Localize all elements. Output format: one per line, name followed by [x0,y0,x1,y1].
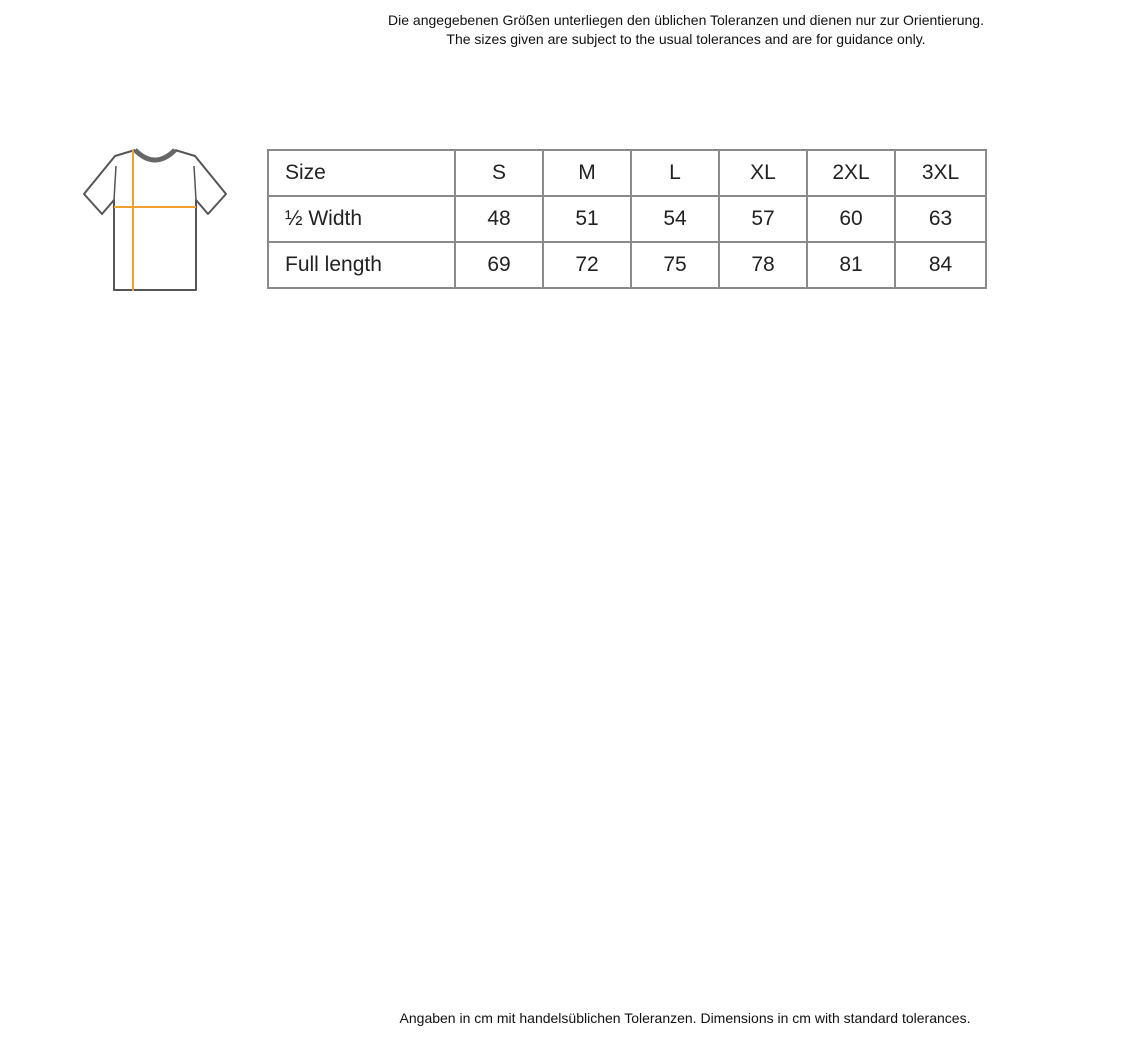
cell: 60 [807,196,895,242]
cell: 78 [719,242,807,288]
tshirt-measurement-icon [80,144,230,294]
cell: S [455,150,543,196]
cell: XL [719,150,807,196]
row-label: Size [268,150,455,196]
cell: 63 [895,196,986,242]
cell: 48 [455,196,543,242]
row-label: ½ Width [268,196,455,242]
size-chart-table [267,149,987,289]
cell: 75 [631,242,719,288]
cell: 84 [895,242,986,288]
cell: L [631,150,719,196]
row-label: Full length [268,242,455,288]
tolerance-note-german: Die angegebenen Größen unterliegen den üblichen Toleranzen und dienen nur zur Orientierung. [388,12,984,28]
cell: 2XL [807,150,895,196]
table-row-half-width [268,196,986,242]
cell: 3XL [895,150,986,196]
cell: M [543,150,631,196]
cell: 54 [631,196,719,242]
cell: 72 [543,242,631,288]
table-row-full-length [268,242,986,288]
tolerance-note-english: The sizes given are subject to the usual tolerances and are for guidance only. [446,31,926,47]
cell: 69 [455,242,543,288]
cell: 51 [543,196,631,242]
footer-note: Angaben in cm mit handelsüblichen Toleranzen. Dimensions in cm with standard tolerances. [399,1010,971,1026]
cell: 57 [719,196,807,242]
cell: 81 [807,242,895,288]
table-row-size [268,150,986,196]
